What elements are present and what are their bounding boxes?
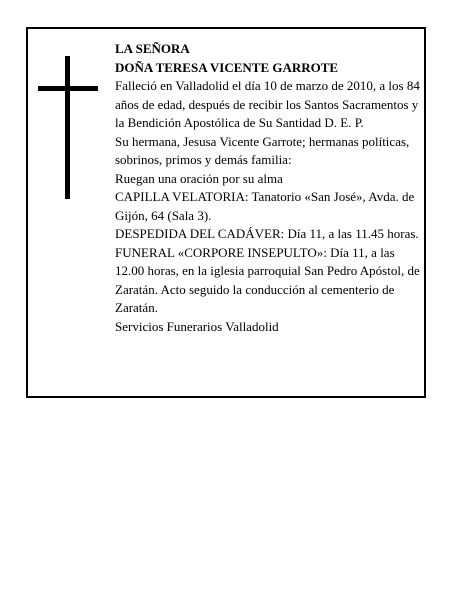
farewell-info: DESPEDIDA DEL CADÁVER: Día 11, a las 11.45 horas. (115, 226, 419, 241)
notice-heading: LA SEÑORA (115, 41, 190, 56)
family-mourners: Su hermana, Jesusa Vicente Garrote; hermanas políticas, sobrinos, primos y demás familia: (115, 133, 410, 167)
prayer-request: Ruegan una oración por su alma (115, 170, 283, 186)
obituary-notice (26, 27, 426, 398)
chapel-info: CAPILLA VELATORIA: Tanatorio «San José», Avda. de Gijón, 64 (Sala 3). (115, 189, 415, 223)
deceased-name: DOÑA TERESA VICENTE GARROTE (115, 59, 339, 75)
death-announcement: Falleció en Valladolid el día 10 de marzo de 2010, a los 84 años de edad, después de recibir los Santos Sacramentos y la Bendición Apostólica de Su Santidad D. E. P. (115, 78, 420, 130)
funeral-services-provider: Servicios Funerarios Valladolid (115, 318, 279, 334)
cross-horizontal-bar (38, 86, 98, 91)
notice-body (115, 40, 425, 336)
cross-vertical-bar (65, 56, 70, 199)
funeral-info: FUNERAL «CORPORE INSEPULTO»: Día 11, a las 12.00 horas, en la iglesia parroquial San Pedro Apóstol, de Zaratán. Acto seguido la conducción al cementerio de Zaratán. (115, 244, 420, 315)
cross-icon (38, 56, 98, 199)
